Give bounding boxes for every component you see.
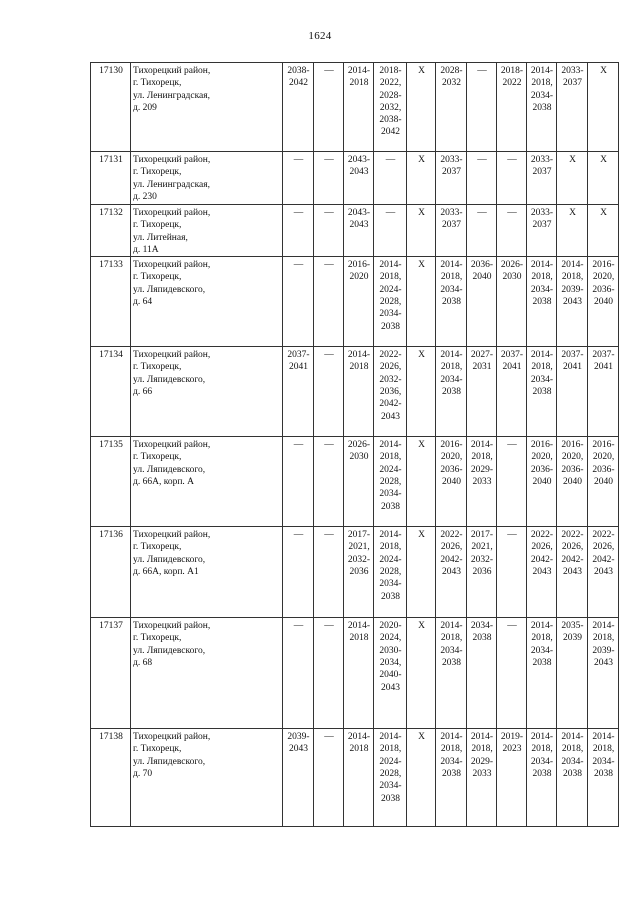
- period-cell: 2026- 2030: [497, 257, 527, 347]
- period-cell: —: [283, 527, 314, 618]
- period-cell: 2022- 2026, 2032- 2036, 2042- 2043: [374, 347, 407, 437]
- period-cell: —: [314, 729, 344, 827]
- table-row: [91, 527, 619, 618]
- address-cell: Тихорецкий район, г. Тихорецк, ул. Ляпидевского, д. 70: [131, 729, 283, 827]
- period-cell: —: [467, 63, 497, 152]
- period-cell: 2033- 2037: [527, 152, 557, 205]
- period-cell: 2022- 2026, 2042- 2043: [588, 527, 619, 618]
- table-row: [91, 63, 619, 152]
- period-cell: 2016- 2020, 2036- 2040: [557, 437, 588, 527]
- row-number: 17135: [91, 437, 131, 527]
- row-number: 17130: [91, 63, 131, 152]
- row-number: 17134: [91, 347, 131, 437]
- period-cell: —: [497, 618, 527, 729]
- period-cell: X: [407, 205, 436, 257]
- period-cell: —: [283, 205, 314, 257]
- period-cell: X: [407, 347, 436, 437]
- period-cell: X: [407, 152, 436, 205]
- capital-repair-schedule-table: [90, 62, 619, 827]
- period-cell: 2022- 2026, 2042- 2043: [557, 527, 588, 618]
- address-cell: Тихорецкий район, г. Тихорецк, ул. Ляпидевского, д. 68: [131, 618, 283, 729]
- period-cell: X: [557, 205, 588, 257]
- period-cell: —: [314, 437, 344, 527]
- period-cell: 2016- 2020, 2036- 2040: [588, 437, 619, 527]
- address-cell: Тихорецкий район, г. Тихорецк, ул. Ленинградская, д. 209: [131, 63, 283, 152]
- page-number: 1624: [308, 30, 332, 42]
- address-cell: Тихорецкий район, г. Тихорецк, ул. Ляпидевского, д. 66А, корп. А1: [131, 527, 283, 618]
- period-cell: —: [374, 152, 407, 205]
- period-cell: X: [407, 437, 436, 527]
- period-cell: 2014- 2018, 2034- 2038: [436, 729, 467, 827]
- table-row: [91, 205, 619, 257]
- period-cell: X: [407, 618, 436, 729]
- table-row: [91, 729, 619, 827]
- period-cell: 2014- 2018, 2039- 2043: [588, 618, 619, 729]
- period-cell: —: [497, 527, 527, 618]
- period-cell: 2014- 2018, 2034- 2038: [527, 729, 557, 827]
- address-cell: Тихорецкий район, г. Тихорецк, ул. Ляпидевского, д. 66: [131, 347, 283, 437]
- period-cell: 2014- 2018, 2039- 2043: [557, 257, 588, 347]
- period-cell: —: [497, 152, 527, 205]
- period-cell: 2014- 2018, 2029- 2033: [467, 437, 497, 527]
- period-cell: 2014- 2018, 2024- 2028, 2034- 2038: [374, 257, 407, 347]
- period-cell: —: [283, 437, 314, 527]
- period-cell: 2018- 2022, 2028- 2032, 2038- 2042: [374, 63, 407, 152]
- period-cell: 2014- 2018, 2034- 2038: [588, 729, 619, 827]
- period-cell: X: [407, 257, 436, 347]
- period-cell: 2016- 2020, 2036- 2040: [588, 257, 619, 347]
- period-cell: 2019- 2023: [497, 729, 527, 827]
- table-row: [91, 347, 619, 437]
- period-cell: 2022- 2026, 2042- 2043: [436, 527, 467, 618]
- period-cell: 2014- 2018: [344, 347, 374, 437]
- period-cell: 2033- 2037: [527, 205, 557, 257]
- period-cell: 2017- 2021, 2032- 2036: [344, 527, 374, 618]
- period-cell: 2043- 2043: [344, 205, 374, 257]
- period-cell: 2043- 2043: [344, 152, 374, 205]
- period-cell: X: [557, 152, 588, 205]
- period-cell: 2033- 2037: [436, 152, 467, 205]
- row-number: 17133: [91, 257, 131, 347]
- period-cell: 2026- 2030: [344, 437, 374, 527]
- period-cell: 2016- 2020, 2036- 2040: [527, 437, 557, 527]
- address-cell: Тихорецкий район, г. Тихорецк, ул. Ленинградская, д. 230: [131, 152, 283, 205]
- period-cell: 2014- 2018: [344, 618, 374, 729]
- period-cell: —: [283, 618, 314, 729]
- period-cell: —: [497, 437, 527, 527]
- period-cell: 2033- 2037: [557, 63, 588, 152]
- period-cell: 2036- 2040: [467, 257, 497, 347]
- period-cell: 2014- 2018: [344, 63, 374, 152]
- period-cell: —: [497, 205, 527, 257]
- period-cell: 2017- 2021, 2032- 2036: [467, 527, 497, 618]
- period-cell: 2014- 2018, 2034- 2038: [527, 618, 557, 729]
- period-cell: 2020- 2024, 2030- 2034, 2040- 2043: [374, 618, 407, 729]
- period-cell: 2016- 2020, 2036- 2040: [436, 437, 467, 527]
- period-cell: 2014- 2018: [344, 729, 374, 827]
- period-cell: —: [283, 257, 314, 347]
- period-cell: 2038- 2042: [283, 63, 314, 152]
- period-cell: 2014- 2018, 2034- 2038: [557, 729, 588, 827]
- period-cell: 2014- 2018, 2034- 2038: [527, 63, 557, 152]
- period-cell: X: [588, 205, 619, 257]
- table-row: [91, 152, 619, 205]
- period-cell: 2028- 2032: [436, 63, 467, 152]
- period-cell: —: [283, 152, 314, 205]
- period-cell: 2016- 2020: [344, 257, 374, 347]
- table-row: [91, 618, 619, 729]
- period-cell: —: [314, 347, 344, 437]
- row-number: 17136: [91, 527, 131, 618]
- period-cell: X: [407, 63, 436, 152]
- row-number: 17137: [91, 618, 131, 729]
- address-cell: Тихорецкий район, г. Тихорецк, ул. Ляпидевского, д. 64: [131, 257, 283, 347]
- row-number: 17132: [91, 205, 131, 257]
- period-cell: 2022- 2026, 2042- 2043: [527, 527, 557, 618]
- period-cell: —: [467, 205, 497, 257]
- period-cell: X: [588, 152, 619, 205]
- period-cell: —: [314, 63, 344, 152]
- period-cell: X: [407, 527, 436, 618]
- period-cell: 2034- 2038: [467, 618, 497, 729]
- period-cell: —: [314, 205, 344, 257]
- period-cell: 2033- 2037: [436, 205, 467, 257]
- period-cell: 2037- 2041: [557, 347, 588, 437]
- row-number: 17131: [91, 152, 131, 205]
- period-cell: —: [374, 205, 407, 257]
- period-cell: —: [467, 152, 497, 205]
- period-cell: 2014- 2018, 2029- 2033: [467, 729, 497, 827]
- period-cell: 2027- 2031: [467, 347, 497, 437]
- period-cell: —: [314, 618, 344, 729]
- period-cell: 2037- 2041: [497, 347, 527, 437]
- period-cell: 2037- 2041: [283, 347, 314, 437]
- period-cell: X: [588, 63, 619, 152]
- address-cell: Тихорецкий район, г. Тихорецк, ул. Ляпидевского, д. 66А, корп. А: [131, 437, 283, 527]
- period-cell: —: [314, 257, 344, 347]
- period-cell: 2014- 2018, 2034- 2038: [436, 347, 467, 437]
- period-cell: 2039- 2043: [283, 729, 314, 827]
- period-cell: 2037- 2041: [588, 347, 619, 437]
- table-row: [91, 437, 619, 527]
- period-cell: 2014- 2018, 2024- 2028, 2034- 2038: [374, 527, 407, 618]
- period-cell: —: [314, 527, 344, 618]
- period-cell: 2014- 2018, 2034- 2038: [436, 257, 467, 347]
- table-row: [91, 257, 619, 347]
- period-cell: 2014- 2018, 2024- 2028, 2034- 2038: [374, 729, 407, 827]
- address-cell: Тихорецкий район, г. Тихорецк, ул. Литейная, д. 11А: [131, 205, 283, 257]
- period-cell: 2035- 2039: [557, 618, 588, 729]
- period-cell: —: [314, 152, 344, 205]
- period-cell: 2018- 2022: [497, 63, 527, 152]
- period-cell: 2014- 2018, 2034- 2038: [436, 618, 467, 729]
- period-cell: 2014- 2018, 2024- 2028, 2034- 2038: [374, 437, 407, 527]
- period-cell: 2014- 2018, 2034- 2038: [527, 347, 557, 437]
- period-cell: X: [407, 729, 436, 827]
- row-number: 17138: [91, 729, 131, 827]
- period-cell: 2014- 2018, 2034- 2038: [527, 257, 557, 347]
